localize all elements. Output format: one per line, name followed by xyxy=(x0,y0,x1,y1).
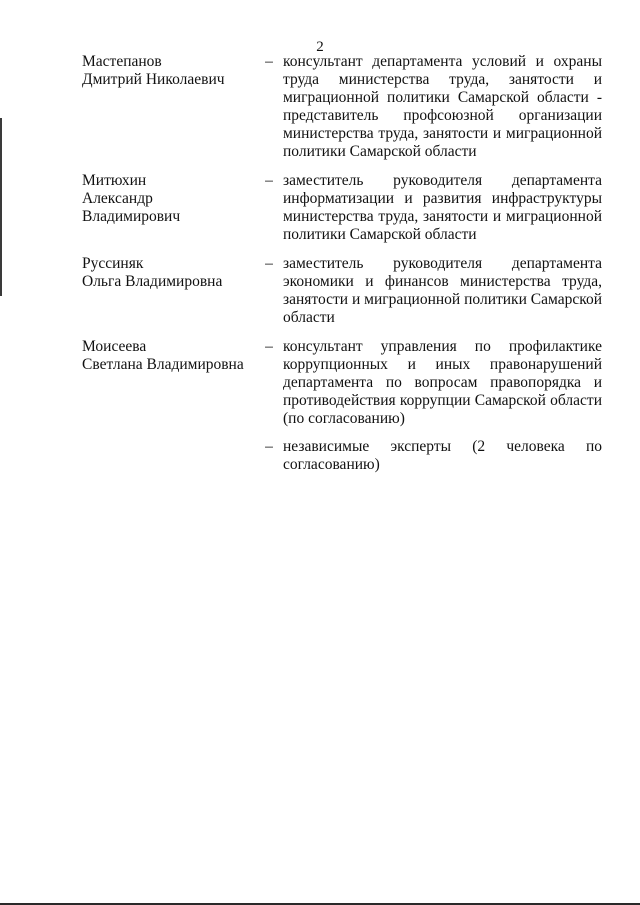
dash-separator: – xyxy=(265,438,273,455)
given-names: Ольга Владимировна xyxy=(82,273,223,290)
given-name: Александр xyxy=(82,190,153,207)
member-role: заместитель руководителя департамента экономики и финансов министерства труда, занятости и миграционной политики Самарской области xyxy=(283,255,602,326)
member-role: заместитель руководителя департамента информатизации и развития инфраструктуры министерства труда, занятости и миграционной политики Самарской области xyxy=(283,172,602,243)
given-names: Светлана Владимировна xyxy=(82,356,244,373)
dash-separator: – xyxy=(265,255,273,272)
member-role: независимые эксперты (2 человека по согласованию) xyxy=(283,438,602,473)
dash-separator: – xyxy=(265,338,273,355)
scan-edge-mark xyxy=(0,118,2,296)
surname: Моисеева xyxy=(82,338,147,355)
surname: Руссиняк xyxy=(82,255,144,272)
surname: Мастепанов xyxy=(82,53,162,70)
member-name xyxy=(82,53,262,89)
member-name xyxy=(82,255,262,291)
dash-separator: – xyxy=(265,53,273,70)
dash-separator: – xyxy=(265,172,273,189)
page-number: 2 xyxy=(316,39,324,55)
surname: Митюхин xyxy=(82,172,147,189)
patronymic: Владимирович xyxy=(82,208,181,225)
member-name xyxy=(82,338,262,374)
member-name xyxy=(82,172,262,226)
member-role: консультант управления по профилактике коррупционных и иных правонарушений департамента по вопросам правопорядка и противодействия коррупции Самарской области (по согласованию) xyxy=(283,338,602,427)
member-role: консультант департамента условий и охраны труда министерства труда, занятости и миграционной политики Самарской области - представитель профсоюзной организации министерства труда, занятости и миграционной политики Самарской области xyxy=(283,53,602,160)
given-names: Дмитрий Николаевич xyxy=(82,71,225,88)
